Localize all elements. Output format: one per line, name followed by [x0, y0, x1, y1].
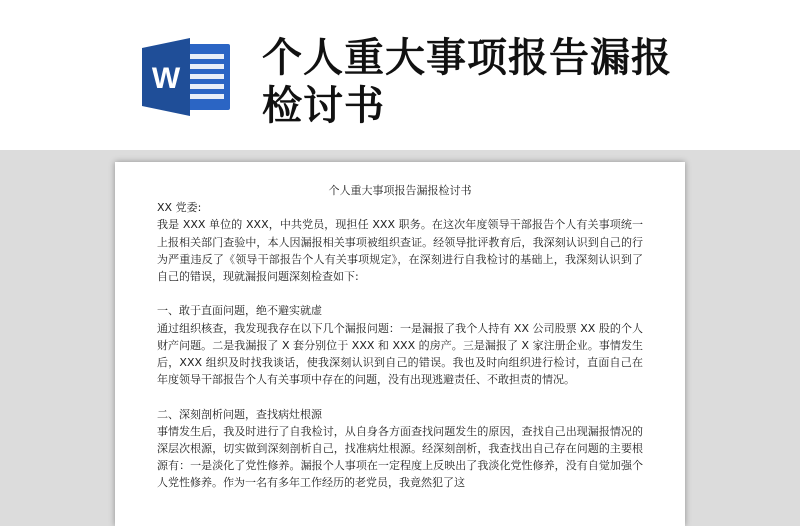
section-1-body: 通过组织核查，我发现我存在以下几个漏报问题：一是漏报了我个人持有 XX 公司股票 XX 股的个人财产问题。二是我漏报了 X 套分别位于 XXX 和 XXX 的房产。三是漏报了 X 家注册企业。事情发生后，XXX 组织及时找我谈话，使我深刻认识到自己的错误。我也及时向组织进行检讨，直面自己在年度领导干部报告个人有关事项中存在的问题，没有出现逃避责任、不敢担责的情况。	[157, 321, 643, 387]
spacer	[157, 285, 643, 302]
section-1-heading: 一、敢于直面问题，绝不避实就虚	[157, 304, 322, 318]
salutation: XX 党委:	[157, 201, 202, 215]
page-title: 个人重大事项报告漏报检讨书	[262, 35, 672, 129]
intro-paragraph: 我是 XXX 单位的 XXX，中共党员，现担任 XXX 职务。在这次年度领导干部报告个人有关事项统一上报相关部门查验中，本人因漏报相关事项被组织查证。经领导批评教育后，我深刻认识到自己的行为严重违反了《领导干部报告个人有关事项规定》，在深刻进行自我检讨的基础上，我深刻认识到了自己的错误，现就漏报问题深刻检查如下:	[157, 218, 643, 284]
word-icon-graphic	[142, 38, 234, 116]
word-icon	[142, 38, 234, 116]
spacer	[157, 388, 643, 405]
document-page	[115, 162, 685, 526]
document-title: 个人重大事项报告漏报检讨书	[328, 184, 472, 197]
section-2-body: 事情发生后，我及时进行了自我检讨，从自身各方面查找问题发生的原因，查找自己出现漏报情况的深层次根源，切实做到深刻剖析自己，找准病灶根源。经深刻剖析，我查找出自己存在问题的主要根源有：一是淡化了党性修养。漏报个人事项在一定程度上反映出了我淡化党性修养，没有自觉加强个人党性修养。作为一名有多年工作经历的老党员，我竟然犯了这	[157, 424, 643, 490]
document-body	[157, 182, 643, 492]
header-banner	[0, 0, 800, 150]
section-2-heading: 二、深刻剖析问题，查找病灶根源	[157, 407, 322, 421]
word-letter: W	[151, 62, 181, 95]
